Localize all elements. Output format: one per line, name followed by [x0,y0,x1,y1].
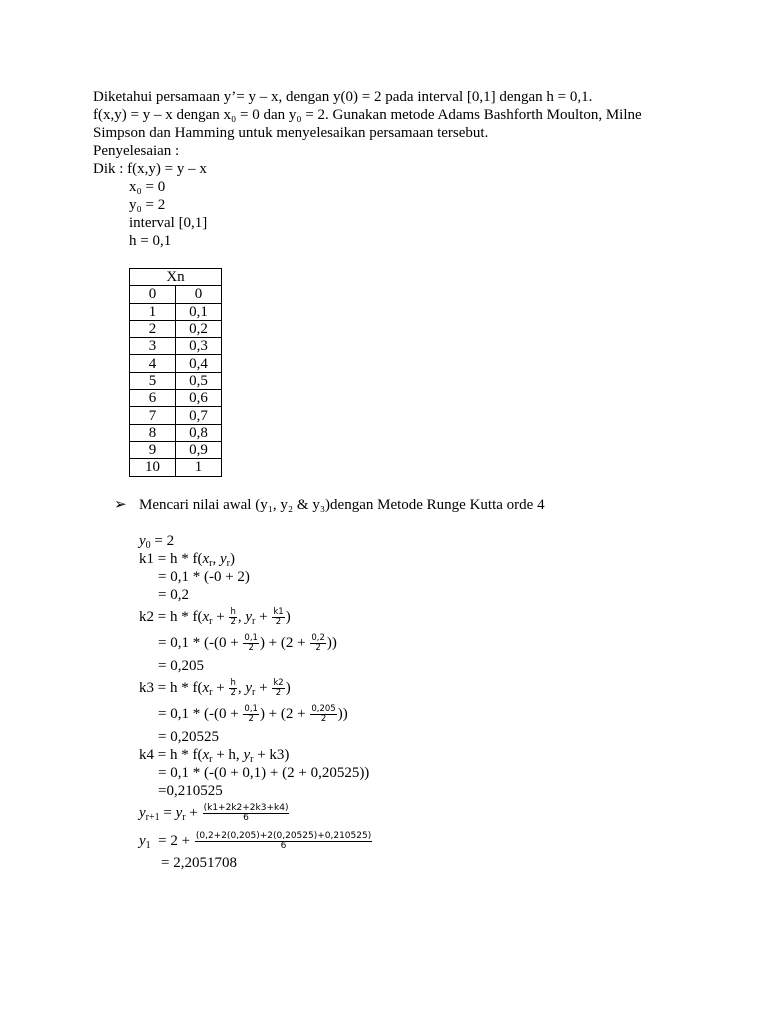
rk-update-formula: $y_{r+1} = y_r$ + $\frac{(k1+2k2+2k3+k4)}{6}$ [139,803,289,824]
table-cell-xn: 0,4 [176,355,222,372]
rk-k1-result: = 0,2 [158,587,189,603]
known-interval: interval [0,1] [129,215,208,231]
table-cell-xn: 0,7 [176,407,222,424]
rk-y0: $y_0 = 2$ [139,533,175,551]
rk-k3-calc: = 0,1 * (-(0 + $\frac{0,1}{2}$ ) + (2 + $\frac{0,205}{2}$ )) [158,704,348,725]
table-cell-n: 8 [130,424,176,441]
table-cell-n: 6 [130,390,176,407]
bullet-marker: ➢ [114,497,127,513]
table-cell-n: 3 [130,338,176,355]
known-y0: y₀ = 2 [129,197,166,213]
table-row [130,320,222,337]
table-cell-n: 1 [130,303,176,320]
rk-y1-calc: $y_1 = 2$ + $\frac{(0,2+2(0,205)+2(0,20525)+0,210525)}{6}$ [139,831,372,852]
known-x0: x₀ = 0 [129,179,166,195]
known-step: h = 0,1 [129,233,172,249]
rk-y1-result: = 2,2051708 [161,855,237,871]
table-row [130,303,222,320]
table-row [130,355,222,372]
rk-k2-def: $k2 = h * f(x_r$ + $\frac{h}{2}$ , $y_r$ + $\frac{k1}{2}$ ) [139,607,291,628]
problem-statement-line-3: Simpson dan Hamming untuk menyelesaikan persamaan tersebut. [93,125,489,141]
table-cell-n: 2 [130,320,176,337]
table-cell-xn: 0,2 [176,320,222,337]
table-row [130,286,222,303]
table-cell-xn: 1 [176,459,222,476]
table-cell-n: 5 [130,372,176,389]
table-cell-n: 10 [130,459,176,476]
table-cell-n: 0 [130,286,176,303]
table-header-row [130,269,222,286]
table-cell-n: 4 [130,355,176,372]
table-cell-xn: 0 [176,286,222,303]
table-row [130,372,222,389]
solution-heading: Penyelesaian : [93,143,180,159]
table-cell-xn: 0,8 [176,424,222,441]
rk-k1-calc: = 0,1 * (-0 + 2) [158,569,250,585]
xn-table [129,268,222,477]
rk-k4-result: =0,210525 [158,783,223,799]
rk-k2-calc: = 0,1 * (-(0 + $\frac{0,1}{2}$ ) + (2 + $\frac{0,2}{2}$ )) [158,633,337,654]
rk-k4-calc: = 0,1 * (-(0 + 0,1) + (2 + 0,20525)) [158,765,370,781]
rk-k1-def: $k1 = h * f(x_r$, $y_r$) [139,551,235,569]
table-row [130,424,222,441]
rk-k3-def: $k3 = h * f(x_r$ + $\frac{h}{2}$ , $y_r$ + $\frac{k2}{2}$ ) [139,678,291,699]
table-row [130,390,222,407]
table-cell-xn: 0,5 [176,372,222,389]
problem-statement-line-2: f(x,y) = y – x dengan x₀ = 0 dan y₀ = 2. Gunakan metode Adams Bashforth Moulton, Milne [93,107,642,123]
rk-k2-result: = 0,205 [158,658,204,674]
table-cell-xn: 0,6 [176,390,222,407]
table-cell-n: 9 [130,441,176,458]
table-row [130,459,222,476]
table-row [130,338,222,355]
table-cell-xn: 0,3 [176,338,222,355]
problem-statement-line-1: Diketahui persamaan y’= y – x, dengan y(0) = 2 pada interval [0,1] dengan h = 0,1. [93,89,593,105]
table-header: Xn [130,269,222,286]
table-row [130,441,222,458]
rk-k4-def: $k4 = h * f(x_r + h$, $y_r + k3$) [139,747,290,765]
bullet-text: Mencari nilai awal (y₁, y₂ & y₃)dengan Metode Runge Kutta orde 4 [139,497,545,513]
table-row [130,407,222,424]
table-cell-xn: 0,9 [176,441,222,458]
known-function: Dik : f(x,y) = y – x [93,161,207,177]
table-cell-xn: 0,1 [176,303,222,320]
table-cell-n: 7 [130,407,176,424]
rk-k3-result: = 0,20525 [158,729,219,745]
